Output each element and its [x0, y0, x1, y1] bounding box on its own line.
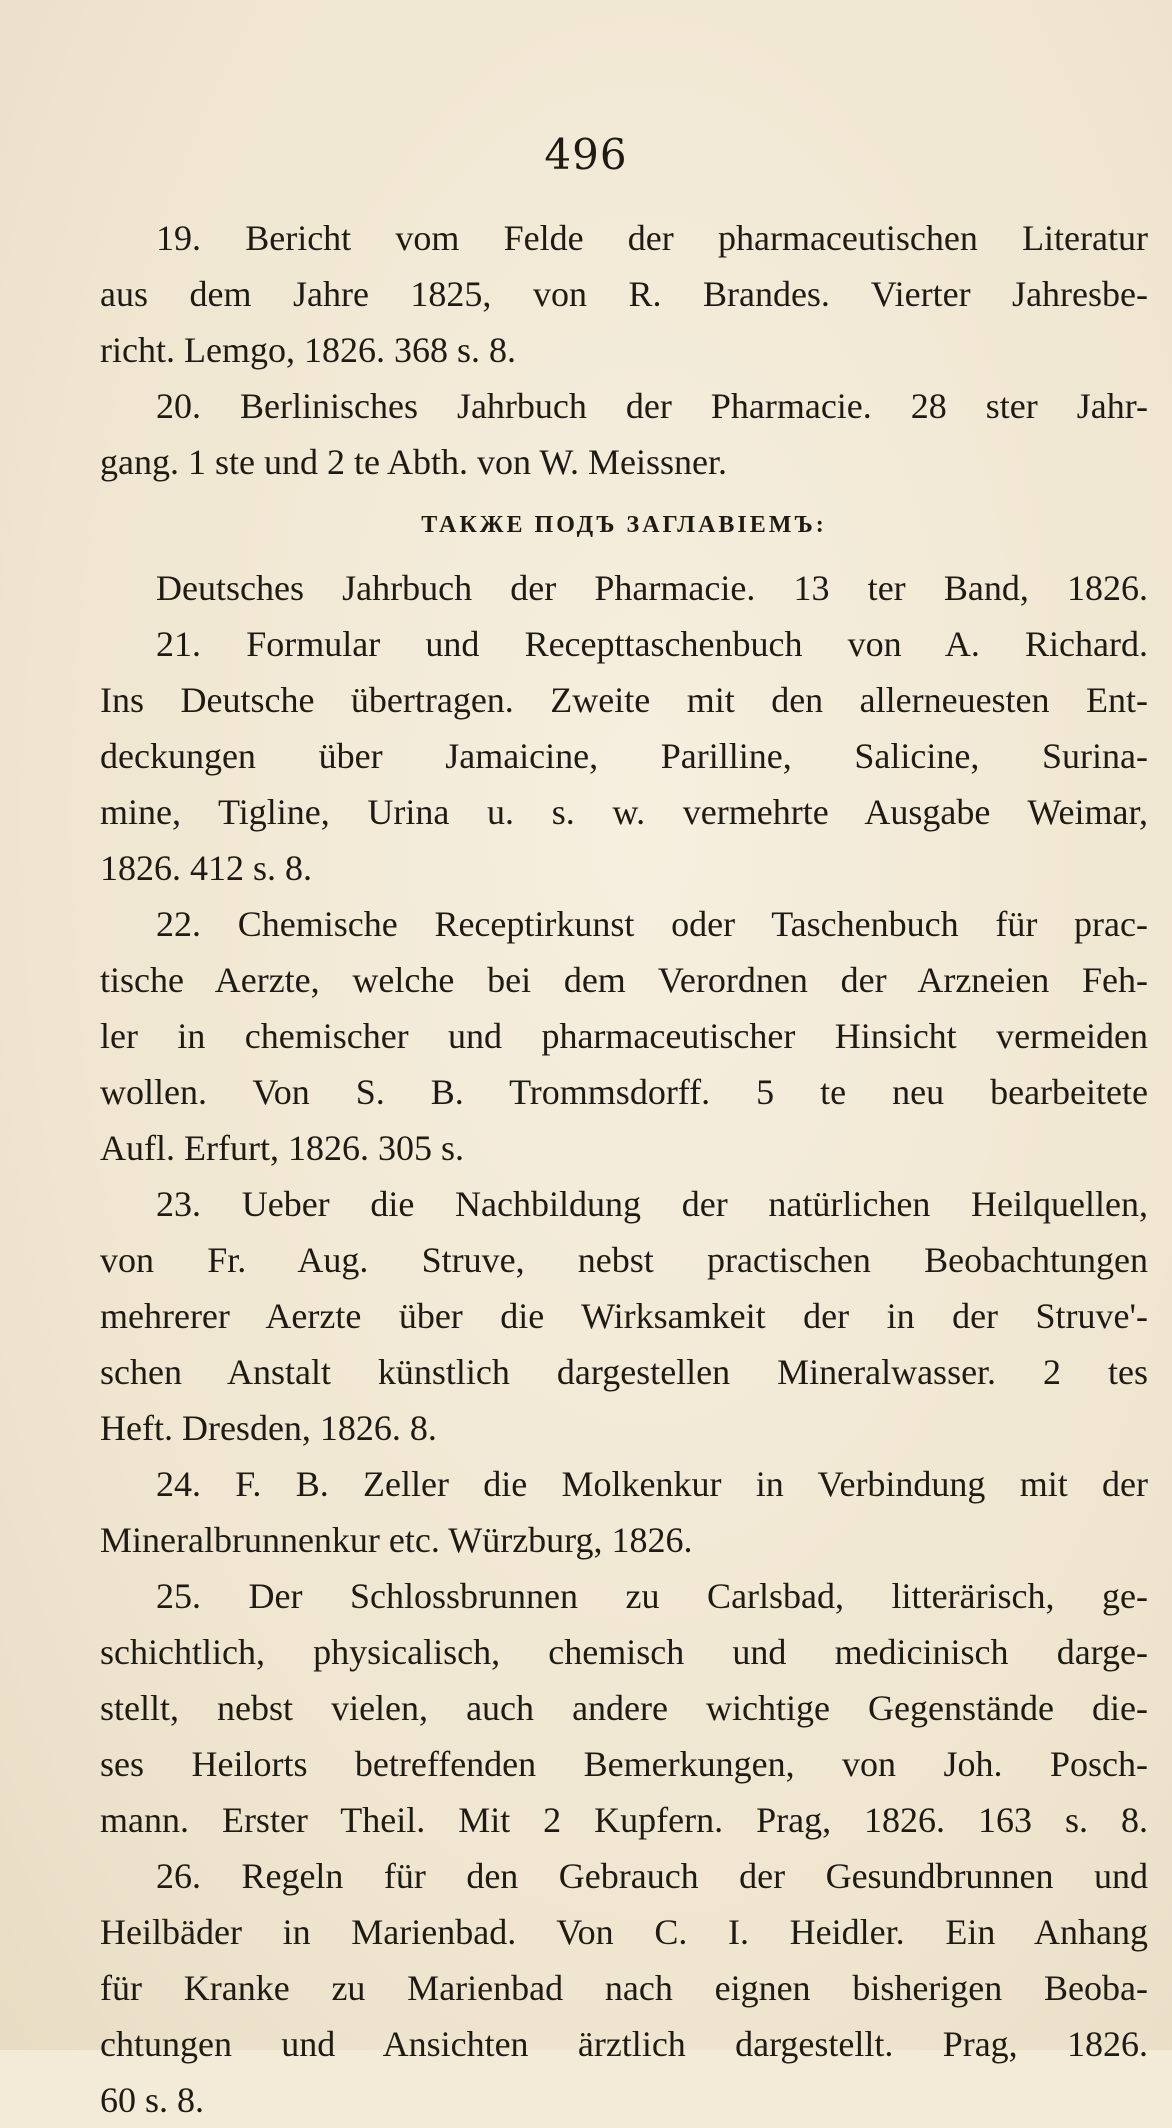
text-line: 26. Regeln für den Gebrauch der Gesundbrunnen und — [156, 1856, 1148, 1896]
text-line: Heft. Dresden, 1826. 8. — [100, 1408, 437, 1448]
bibliography-text — [100, 210, 1148, 2128]
text-line: gang. 1 ste und 2 te Abth. von W. Meissner. — [100, 442, 727, 482]
text-line: schichtlich, physicalisch, chemisch und medicinisch darge- — [100, 1632, 1148, 1672]
text-line: stellt, nebst vielen, auch andere wichtige Gegenstände die- — [100, 1688, 1148, 1728]
text-line: 20. Berlinisches Jahrbuch der Pharmacie. 28 ster Jahr- — [156, 386, 1148, 426]
text-line: Mineralbrunnenkur etc. Würzburg, 1826. — [100, 1520, 693, 1560]
text-line: von Fr. Aug. Struve, nebst practischen Beobachtungen — [100, 1240, 1148, 1280]
text-line: Deutsches Jahrbuch der Pharmacie. 13 ter Band, 1826. — [156, 568, 1148, 608]
text-line: ses Heilorts betreffenden Bemerkungen, von Joh. Posch- — [100, 1744, 1148, 1784]
text-line: mehrerer Aerzte über die Wirksamkeit der in der Struve'- — [100, 1296, 1148, 1336]
text-line: Ins Deutsche übertragen. Zweite mit den allerneuesten Ent- — [100, 680, 1148, 720]
text-line: mann. Erster Theil. Mit 2 Kupfern. Prag, 1826. 163 s. 8. — [100, 1800, 1148, 1840]
text-line: 22. Chemische Receptirkunst oder Taschenbuch für prac- — [156, 904, 1148, 944]
text-line: 1826. 412 s. 8. — [100, 848, 313, 888]
text-line: richt. Lemgo, 1826. 368 s. 8. — [100, 330, 516, 370]
text-line: ler in chemischer und pharmaceutischer Hinsicht vermeiden — [100, 1016, 1148, 1056]
text-line: 24. F. B. Zeller die Molkenkur in Verbindung mit der — [156, 1464, 1148, 1504]
text-line: schen Anstalt künstlich dargestellen Mineralwasser. 2 tes — [100, 1352, 1148, 1392]
text-line: deckungen über Jamaicine, Parilline, Salicine, Surina- — [100, 736, 1148, 776]
text-line: wollen. Von S. B. Trommsdorff. 5 te neu bearbeitete — [100, 1072, 1148, 1112]
text-line: 25. Der Schlossbrunnen zu Carlsbad, litterärisch, ge- — [156, 1576, 1148, 1616]
section-subheading: ТАКЖЕ ПОДЪ ЗАГЛАВІЕМЪ: — [421, 512, 827, 538]
text-line: Aufl. Erfurt, 1826. 305 s. — [100, 1128, 464, 1168]
text-line: aus dem Jahre 1825, von R. Brandes. Vierter Jahresbe- — [100, 274, 1148, 314]
text-line: 60 s. 8. — [100, 2080, 205, 2120]
text-line: 21. Formular und Recepttaschenbuch von A. Richard. — [156, 624, 1148, 664]
text-line: mine, Tigline, Urina u. s. w. vermehrte Ausgabe Weimar, — [100, 792, 1148, 832]
text-line: Heilbäder in Marienbad. Von C. I. Heidler. Ein Anhang — [100, 1912, 1148, 1952]
text-line: für Kranke zu Marienbad nach eignen bisherigen Beoba- — [100, 1968, 1148, 2008]
page-number: 496 — [544, 130, 628, 179]
text-line: chtungen und Ansichten ärztlich dargestellt. Prag, 1826. — [100, 2024, 1148, 2064]
text-line: 23. Ueber die Nachbildung der natürlichen Heilquellen, — [156, 1184, 1148, 1224]
text-line: 19. Bericht vom Felde der pharmaceutischen Literatur — [156, 218, 1148, 258]
text-line: tische Aerzte, welche bei dem Verordnen der Arzneien Feh- — [100, 960, 1148, 1000]
